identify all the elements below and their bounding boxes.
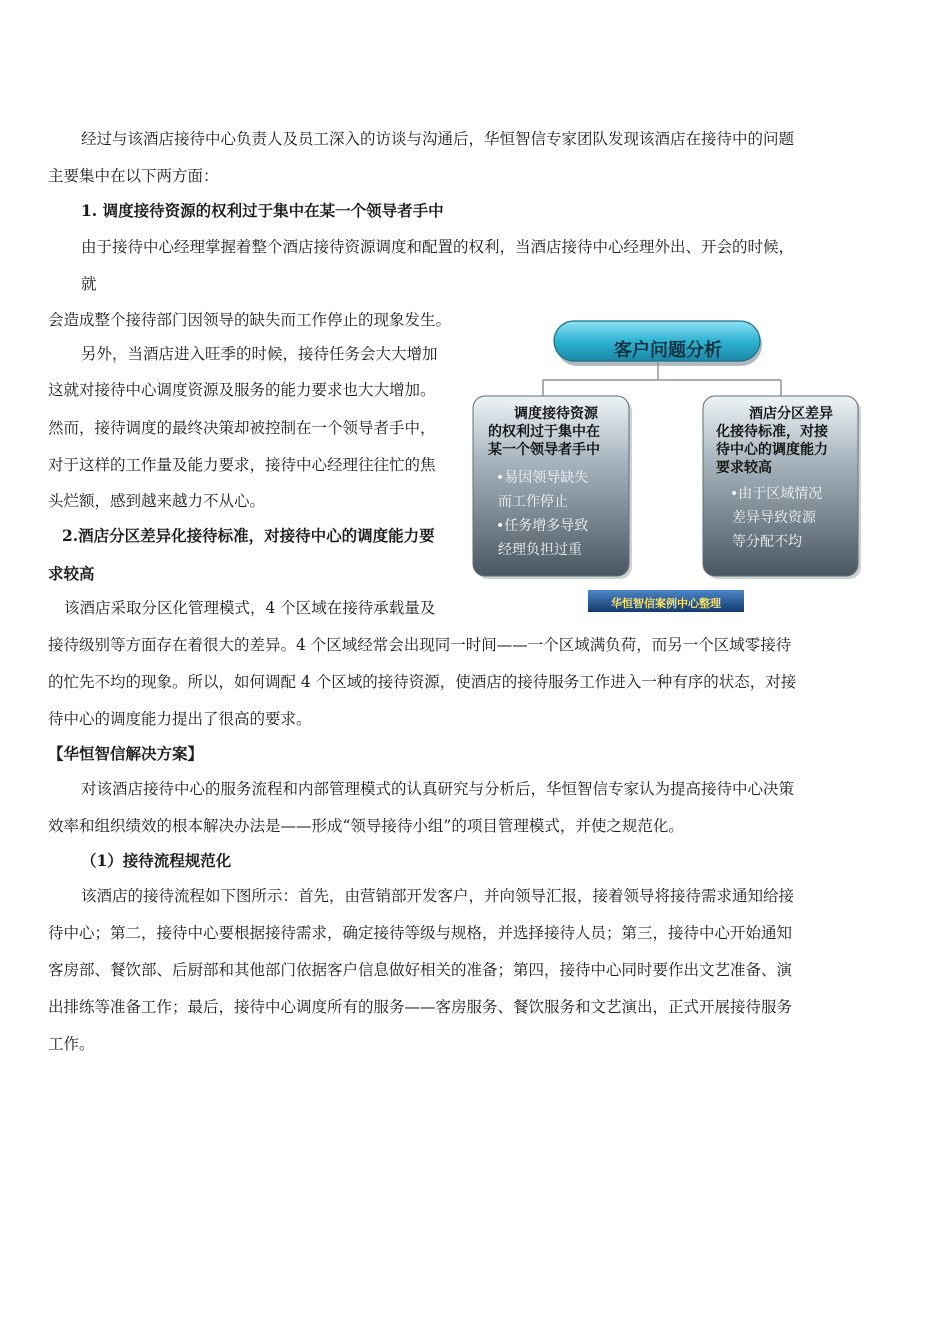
para-issue1-line4: 另外，当酒店进入旺季的时候，接待任务会大大增加 xyxy=(81,345,438,363)
customer-problem-diagram xyxy=(468,316,868,616)
para-process-line5: 工作。 xyxy=(48,1035,95,1053)
diagram-footer-label: 华恒智信案例中心整理 xyxy=(611,597,721,610)
right-box-bullet-1-cont2: 等分配不均 xyxy=(732,534,802,550)
para-issue1-line6: 然而，接待调度的最终决策却被控制在一个领导者手中， xyxy=(48,419,436,437)
heading-issue-2-line1: 2.酒店分区差异化接待标准，对接待中心的调度能力要 xyxy=(62,526,435,545)
para-issue1-line7: 对于这样的工作量及能力要求，接待中心经理往往忙的焦 xyxy=(48,456,436,474)
left-box-title-line2: 的权利过于集中在 xyxy=(488,424,600,440)
para-issue2-line2: 接待级别等方面存在着很大的差异。4 个区域经常会出现同一时间——一个区域满负荷，而另一个区域零接待 xyxy=(48,636,792,654)
para-issue1-line2: 就 xyxy=(81,275,97,293)
heading-issue-2-line2: 求较高 xyxy=(48,564,95,583)
heading-solution: 【华恒智信解决方案】 xyxy=(48,744,204,763)
heading-issue-1: 1. 调度接待资源的权利过于集中在某一个领导者手中 xyxy=(81,201,444,220)
left-box-bullet-2: •任务增多导致 xyxy=(496,518,589,534)
para-process-line4: 出排练等准备工作；最后，接待中心调度所有的服务——客房服务、餐饮服务和文艺演出，正式开展接待服务 xyxy=(48,998,793,1016)
right-box-title-line4: 要求较高 xyxy=(716,460,772,476)
heading-process: （1）接待流程规范化 xyxy=(81,851,232,870)
para-issue2-line3: 的忙先不均的现象。所以，如何调配 4 个区域的接待资源，使酒店的接待服务工作进入一种有序的状态，对接 xyxy=(48,673,797,691)
para-issue1-line8: 头烂额，感到越来越力不从心。 xyxy=(48,492,266,510)
para-intro-line1: 经过与该酒店接待中心负责人及员工深入的访谈与沟通后，华恒智信专家团队发现该酒店在接待中的问题 xyxy=(81,130,795,148)
right-box-title-line3: 待中心的调度能力 xyxy=(716,442,828,458)
para-issue1-line5: 这就对接待中心调度资源及服务的能力要求也大大增加。 xyxy=(48,381,436,399)
para-issue1-line1: 由于接待中心经理掌握着整个酒店接待资源调度和配置的权利，当酒店接待中心经理外出、开会的时候， xyxy=(81,238,795,256)
para-process-line1: 该酒店的接待流程如下图所示：首先，由营销部开发客户，并向领导汇报，接着领导将接待需求通知给接 xyxy=(81,887,795,905)
left-box-title-line3: 某一个领导者手中 xyxy=(488,442,600,458)
para-issue2-line4: 待中心的调度能力提出了很高的要求。 xyxy=(48,710,312,728)
para-solution-line2: 效率和组织绩效的根本解决办法是——形成“领导接待小组”的项目管理模式，并使之规范化。 xyxy=(48,817,684,835)
para-issue2-line1: 该酒店采取分区化管理模式，4 个区域在接待承载量及 xyxy=(64,599,436,617)
right-box-title-line2: 化接待标准，对接 xyxy=(716,424,828,440)
para-issue1-line3: 会造成整个接待部门因领导的缺失而工作停止的现象发生。 xyxy=(48,311,452,329)
right-box-bullet-1: •由于区域情况 xyxy=(730,486,823,502)
diagram-title: 客户问题分析 xyxy=(614,340,722,361)
right-box-bullet-1-cont: 差异导致资源 xyxy=(732,510,816,526)
para-intro-line2: 主要集中在以下两方面： xyxy=(48,167,219,185)
right-box-title-line1: 酒店分区差异 xyxy=(749,406,833,422)
para-process-line2: 待中心；第二，接待中心要根据接待需求，确定接待等级与规格，并选择接待人员；第三，接待中心开始通知 xyxy=(48,924,793,942)
para-process-line3: 客房部、餐饮部、后厨部和其他部门依据客户信息做好相关的准备；第四，接待中心同时要作出文艺准备、演 xyxy=(48,961,793,979)
para-solution-line1: 对该酒店接待中心的服务流程和内部管理模式的认真研究与分析后，华恒智信专家认为提高接待中心决策 xyxy=(81,780,795,798)
left-box-bullet-2-cont: 经理负担过重 xyxy=(498,542,582,558)
left-box-bullet-1-cont: 而工作停止 xyxy=(498,494,568,510)
left-box-bullet-1: •易因领导缺失 xyxy=(496,470,589,486)
left-box-title-line1: 调度接待资源 xyxy=(514,406,598,422)
